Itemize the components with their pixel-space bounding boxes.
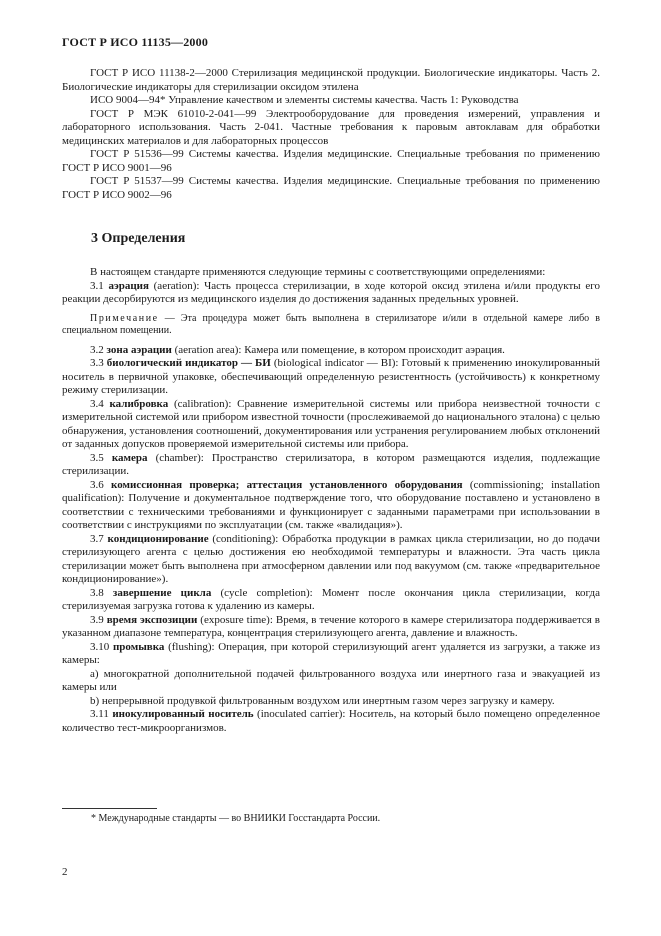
definition-3-8: 3.8 завершение цикла (cycle completion): Момент после окончания цикла стерилизации, когда стерилизуемая загрузка готова к удалению из камеры.: [62, 586, 601, 612]
definition-3-7: 3.7 кондиционирование (conditioning): Обработка продукции в рамках цикла стерилизации, но до подачи стерилизующего агента с целью достижения ею необходимой температуры и влажности. Эта часть цикла стерилизации может быть выполнена при атмосферном давлении или под вакуумом (см. также «предварительное кондиционирование»).: [62, 532, 600, 585]
definition-term: промывка: [112, 640, 165, 653]
reference-item: ГОСТ Р МЭК 61010-2-041—99 Электрооборудование для проведения измерений, управления и лабораторного использования. Часть 2-041. Частные требования к паровым автоклавам для обработки медицинских материалов и для лабораторных процессов: [62, 107, 600, 147]
definition-3-1: 3.1 аэрация (aeration): Часть процесса стерилизации, в ходе которой оксид этилена и/или продукты его реакции десорбируются из медицинского изделия до достижения заданных предельных уровней.: [62, 279, 601, 305]
section-intro: В настоящем стандарте применяются следующие термины с соответствующими определениями:: [90, 266, 546, 278]
reference-item: ГОСТ Р ИСО 11138-2—2000 Стерилизация медицинской продукции. Биологические индикаторы. Часть 2. Биологические индикаторы для стерилизации оксидом этилена: [62, 67, 600, 93]
reference-item: ГОСТ Р 51537—99 Системы качества. Изделия медицинские. Специальные требования по применению ГОСТ Р ИСО 9002—96: [62, 175, 600, 201]
running-header: ГОСТ Р ИСО 11135—2000: [62, 35, 209, 49]
definition-term: завершение цикла: [112, 586, 212, 599]
definition-3-3: 3.3 биологический индикатор — БИ (biological indicator — BI): Готовый к применению инокулированный носитель в первичной упаковке, обеспечивающий определенную резистентность (устойчивость) к конкретному режиму стерилизации.: [62, 357, 601, 396]
footnote: * Международные стандарты — во ВНИИКИ Госстандарта России.: [91, 813, 381, 824]
definition-3-11: 3.11 инокулированный носитель (inoculated carrier): Носитель, на который было помещено определенное количество тест-микроорганизмов.: [62, 708, 600, 734]
definition-3-6: 3.6 комиссионная проверка; аттестация установленного оборудования (commissioning; installation qualification): Получение и документальное подтверждение того, что оборудование поставлено и установлено в соответствии с техническими требованиями и функционирует с заданными параметрами при использовании в соответствии с инструкциями по эксплуатации (см. также «валидация»).: [62, 478, 600, 531]
definition-term: камера: [111, 451, 148, 464]
footnote-divider: [62, 808, 157, 809]
definition-term: калибровка: [109, 397, 169, 410]
definition-3-9: 3.9 время экспозиции (exposure time): Время, в течение которого в камере стерилизатора поддерживается в указанном диапазоне температура, концентрация стерилизующего агента, давление и влажность.: [62, 613, 600, 639]
reference-item: ГОСТ Р 51536—99 Системы качества. Изделия медицинские. Специальные требования по применению ГОСТ Р ИСО 9001—96: [62, 148, 600, 174]
definition-term: комиссионная проверка; аттестация установленного оборудования: [111, 478, 463, 491]
definition-term: аэрация: [108, 279, 149, 292]
definition-term: время экспозиции: [106, 613, 198, 626]
definition-term: зона аэрации: [106, 343, 172, 356]
definition-term: инокулированный носитель: [112, 708, 254, 720]
page-number: 2: [62, 866, 68, 878]
definitions-body: [62, 266, 600, 735]
definition-3-4: 3.4 калибровка (calibration): Сравнение измерительной системы или прибора неизвестной точности с измерительной системой или прибором известной точности (прослеживаемой до национального эталона) с целью обнаружения, установления соотношений, документирования или устранения регулированием любых отклонений от заданных допусков проверяемой измерительной системы или прибора.: [62, 397, 600, 450]
definition-list-item: а) многократной дополнительной подачей фильтрованного воздуха или инертного газа и эвакуацией из камеры или: [62, 667, 600, 693]
definition-list-item: b) непрерывной продувкой фильтрованным воздухом или инертным газом через загрузку и камеру.: [90, 694, 555, 707]
normative-references: [62, 67, 600, 202]
definition-3-2: 3.2 зона аэрации (aeration area): Камера или помещение, в котором происходит аэрация.: [90, 343, 505, 356]
reference-item: ИСО 9004—94* Управление качеством и элементы системы качества. Часть 1: Руководства: [90, 94, 519, 106]
note-paragraph: Примечание — Эта процедура может быть выполнена в стерилизаторе и/или в отдельной камере либо в специальном помещении.: [62, 312, 600, 336]
definition-3-5: 3.5 камера (chamber): Пространство стерилизатора, в котором размещаются изделия, подлежащие стерилизации.: [62, 451, 600, 477]
note-label: Примечание: [90, 312, 159, 324]
definition-term: биологический индикатор — БИ: [106, 357, 271, 369]
definition-term: кондиционирование: [107, 532, 209, 545]
section-heading: 3 Определения: [91, 231, 186, 246]
definition-3-10: 3.10 промывка (flushing): Операция, при которой стерилизующий агент удаляется из загрузки, а также из камеры:: [62, 640, 600, 666]
